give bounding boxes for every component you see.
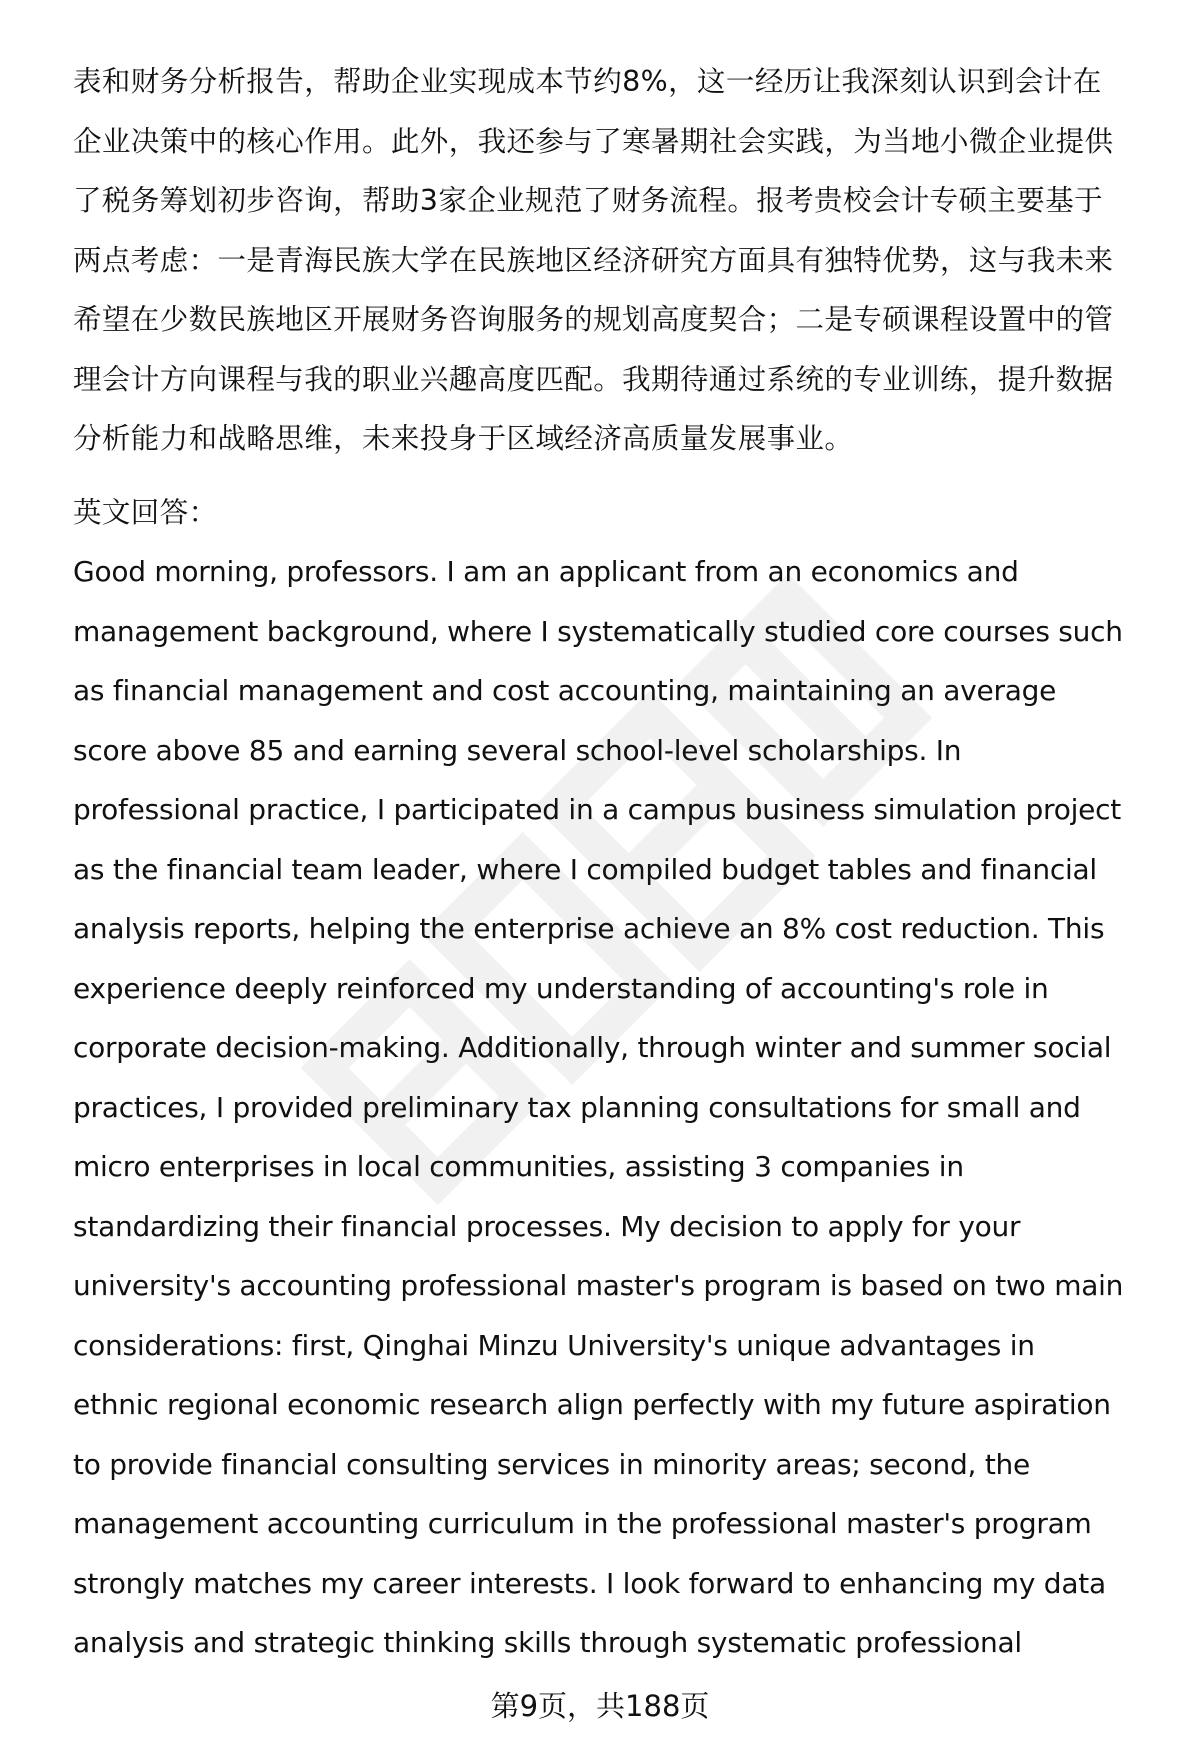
english-answer-heading: 英文回答： [73, 495, 218, 529]
text-line: 希望在少数民族地区开展财务咨询服务的规划高度契合；二是专硕课程设置中的管 [73, 303, 1114, 336]
page-content [73, 52, 1153, 1673]
text-line: management accounting curriculum in the professional master's program [73, 1507, 1092, 1540]
text-line: practices, I provided preliminary tax planning consultations for small and [73, 1090, 1081, 1124]
text-line: considerations: first, Qinghai Minzu University's unique advantages in [73, 1328, 1035, 1362]
chinese-answer-paragraph [73, 52, 1153, 469]
text-line: strongly matches my career interests. I look forward to enhancing my data [73, 1566, 1106, 1600]
text-line: 分析能力和战略思维，未来投身于区域经济高质量发展事业。 [73, 422, 854, 455]
text-line: professional practice, I participated in a campus business simulation project [73, 793, 1121, 826]
text-line: experience deeply reinforced my understanding of accounting's role in [73, 971, 1049, 1005]
text-line: analysis reports, helping the enterprise achieve an 8% cost reduction. This [73, 912, 1105, 945]
text-line: as financial management and cost accounting, maintaining an average [73, 674, 1057, 707]
text-line: 企业决策中的核心作用。此外，我还参与了寒暑期社会实践，为当地小微企业提供 [73, 124, 1114, 158]
text-line: micro enterprises in local communities, assisting 3 companies in [73, 1150, 964, 1183]
text-line: management background, where I systematically studied core courses such [73, 614, 1123, 648]
text-line: ethnic regional economic research align perfectly with my future aspiration [73, 1388, 1111, 1421]
text-line: as the financial team leader, where I compiled budget tables and financial [73, 852, 1097, 886]
text-line: 表和财务分析报告，帮助企业实现成本节约8%，这一经历让我深刻认识到会计在 [73, 65, 1102, 98]
text-line: standardizing their financial processes. My decision to apply for your [73, 1209, 1021, 1243]
text-line: 了税务筹划初步咨询，帮助3家企业规范了财务流程。报考贵校会计专硕主要基于 [73, 184, 1104, 217]
text-line: 两点考虑：一是青海民族大学在民族地区经济研究方面具有独特优势，这与我未来 [73, 243, 1114, 277]
text-line: to provide financial consulting services in minority areas; second, the [73, 1447, 1031, 1481]
text-line: Good morning, professors. I am an applicant from an economics and [73, 555, 1019, 588]
text-line: analysis and strategic thinking skills through systematic professional [73, 1626, 1022, 1659]
text-line: corporate decision-making. Additionally, through winter and summer social [73, 1031, 1112, 1064]
english-answer-heading-block [73, 483, 1153, 543]
page-number-footer: 第9页，共188页 [490, 1689, 710, 1723]
text-line: 理会计方向课程与我的职业兴趣高度匹配。我期待通过系统的专业训练，提升数据 [73, 362, 1114, 396]
text-line: university's accounting professional master's program is based on two main [73, 1269, 1124, 1302]
english-answer-paragraph [73, 542, 1153, 1673]
text-line: score above 85 and earning several school-level scholarships. In [73, 733, 962, 767]
